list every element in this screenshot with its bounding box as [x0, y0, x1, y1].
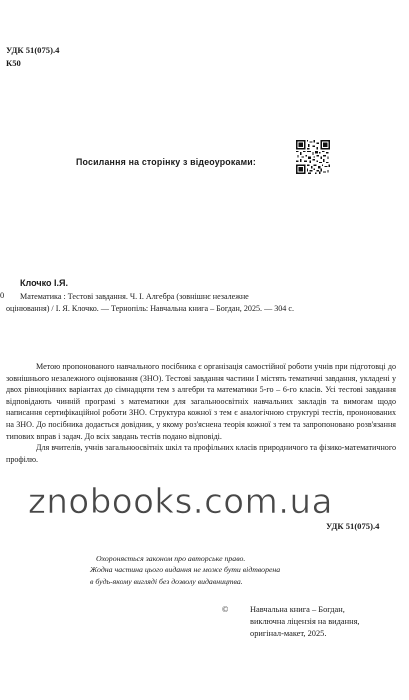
copyright-symbol: ©	[222, 605, 229, 614]
udk-header	[6, 44, 59, 70]
publisher-line-3: оригінал-макет, 2025.	[250, 629, 327, 638]
publisher-line-1: Навчальна книга – Богдан,	[250, 605, 345, 614]
bibliographic-description	[6, 291, 398, 314]
udk-code: УДК 51(075).4	[6, 45, 60, 55]
abstract-paragraph-2: Для вчителів, учнів загальноосвітніх шкіл та профільних класів природничого та фізико-математичного профілю.	[6, 443, 396, 464]
udk-footer-code: УДК 51(075).4	[326, 521, 380, 531]
publisher-line-2: виключна ліцензія на видання,	[250, 617, 360, 626]
bbk-code: К50	[6, 58, 21, 68]
author-name: Клочко І.Я.	[20, 278, 68, 288]
copyright-line-3: в будь-якому вигляді без дозволу видавництва.	[90, 576, 243, 586]
qr-code-icon[interactable]	[296, 140, 330, 174]
abstract-paragraph-1: Метою пропонованого навчального посібника є організація самостійної роботи учнів при підготовці до зовнішнього незалежного оцінювання (ЗНО). Тестові завдання частини І містять тематичні завдання, укладені у двох рівноцінних варіантах до сімнадцяти тем з алгебри та математики 5-го – 6-го класів. Усі тестові завдання відповідають чинній програмі з математики для загальноосвітніх навчальних закладів та вимогам щодо написання сертифікаційної роботи ЗНО. Структура кожної з тем є аналогічною структурі тестів, прононованих на ЗНО. До посібника додається довідник, у якому роз'яснена теорія кожної з тем та запропоновано розв'язання типових вправ і задач. До всіх завдань тестів подано відповіді.	[6, 362, 396, 441]
publisher-block	[222, 604, 360, 640]
left-margin-mark: 0	[0, 291, 5, 300]
biblio-line-1: Математика : Тестові завдання. Ч. І. Алгебра (зовнішнє незалежне	[20, 292, 249, 301]
abstract	[6, 361, 396, 465]
biblio-line-2: оцінювання) / І. Я. Клочко. — Тернопіль: Навчальна книга – Богдан, 2025. — 304 с.	[6, 303, 294, 313]
watermark: znobooks.com.ua	[28, 482, 333, 522]
copyright-line-2: Жодна частина цього видання не може бути відтворена	[90, 565, 281, 575]
video-link-label: Посилання на сторінку з відеоуроками:	[76, 157, 257, 167]
copyright-notice	[90, 553, 340, 587]
copyright-line-1: Охороняється законом про авторське право.	[96, 554, 246, 563]
